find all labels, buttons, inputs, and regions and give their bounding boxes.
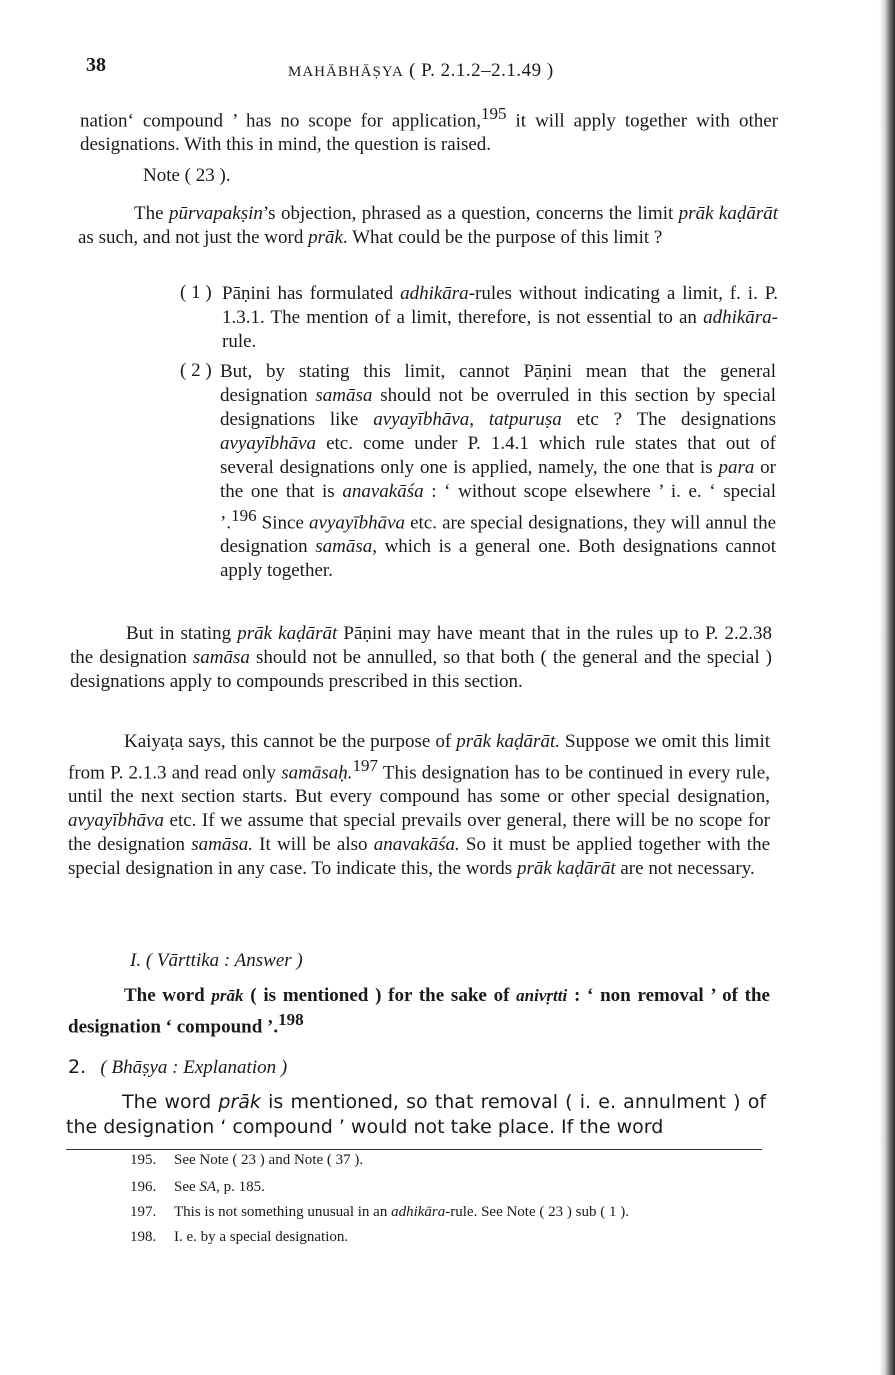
paragraph-continued: nation‘ compound ’ has no scope for application,$^{195}$ it will apply together with other designations. With this in mind, the question is raised. (80, 104, 778, 156)
footnote-ref-198: 198 (278, 1010, 304, 1029)
footnote-ref-197: 197 (352, 756, 378, 775)
scanned-page-edge (879, 0, 895, 1375)
footnote-196: 196. See SA, p. 185. (130, 1179, 265, 1195)
page-number: 38 (86, 54, 106, 76)
running-title (288, 60, 554, 82)
footnote-197: 197. This is not something unusual in an adhikāra-rule. See Note ( 23 ) sub ( 1 ). (130, 1204, 629, 1220)
footnote-ref-195: 195 (480, 104, 507, 123)
section-2-heading: 2. ( Bhāṣya : Explanation ) (68, 1056, 288, 1078)
list-item-2-number: ( 2 ) (180, 360, 212, 381)
bhasya-explanation: The word prāk is mentioned, so that removal ( i. e. annulment ) of the designation ‘ compound ’ would not take place. If the word (66, 1091, 767, 1138)
paragraph-objection: The pūrvapakṣin’s objection, phrased as a question, concerns the limit prāk kaḍārāt as such, and not just the word prāk. What could be the purpose of this limit ? (78, 203, 778, 248)
section-1-heading: I. ( Vārttika : Answer ) (130, 950, 303, 971)
paragraph-stating: But in stating prāk kaḍārāt Pāṇini may have meant that in the rules up to P. 2.2.38 the designation samāsa should not be annulled, so that both ( the general and the special ) designations apply to compounds prescribed in this section. (70, 623, 772, 692)
footnote-198: 198. I. e. by a special designation. (130, 1229, 349, 1245)
varttika-answer: The word prāk ( is mentioned ) for the sake of anivṛtti : ‘ non removal ’ of the designation ‘ compound ’.$^{198}$ (68, 985, 770, 1038)
footnote-ref-196: 196 (231, 506, 257, 525)
running-title-text: MAHĀBHĀṢYA (288, 64, 404, 80)
footnote-rule (66, 1149, 762, 1150)
list-item-2: But, by stating this limit, cannot Pāṇini mean that the general designation samāsa should not be overruled in this section by special designations like avyayībhāva, tatpuruṣa etc ? The designations avyayībhāva etc. come under P. 1.4.1 which rule states that out of several designations only one is applied, namely, the one that is para or the one that is anavakāśa : ‘ without scope elsewhere ’ i. e. ‘ special ’.$^{196}$ Since avyayībhāva etc. are special designations, they will annul the designation samāsa, which is a general one. Both designations cannot apply together. (220, 361, 777, 582)
footnote-195: 195. See Note ( 23 ) and Note ( 37 ). (130, 1152, 364, 1168)
running-title-ref: ( P. 2.1.2–2.1.49 ) (409, 60, 554, 81)
paragraph-kaiyata: Kaiyaṭa says, this cannot be the purpose of prāk kaḍārāt. Suppose we omit this limit from P. 2.1.3 and read only samāsaḥ.$^{197}$ This designation has to be continued in every rule, until the next section starts. But every compound has some or other special designation, avyayībhāva etc. If we assume that special prevails over general, there will be no scope for the designation samāsa. It will be also anavakāśa. So it must be applied together with the special designation in any case. To indicate this, the words prāk kaḍārāt are not necessary. (68, 731, 771, 880)
list-item-1-number: ( 1 ) (180, 282, 212, 303)
note-heading: Note ( 23 ). (143, 165, 231, 186)
list-item-1: Pāṇini has formulated adhikāra-rules without indicating a limit, f. i. P. 1.3.1. The mention of a limit, therefore, is not essential to an adhikāra-rule. (222, 283, 778, 352)
